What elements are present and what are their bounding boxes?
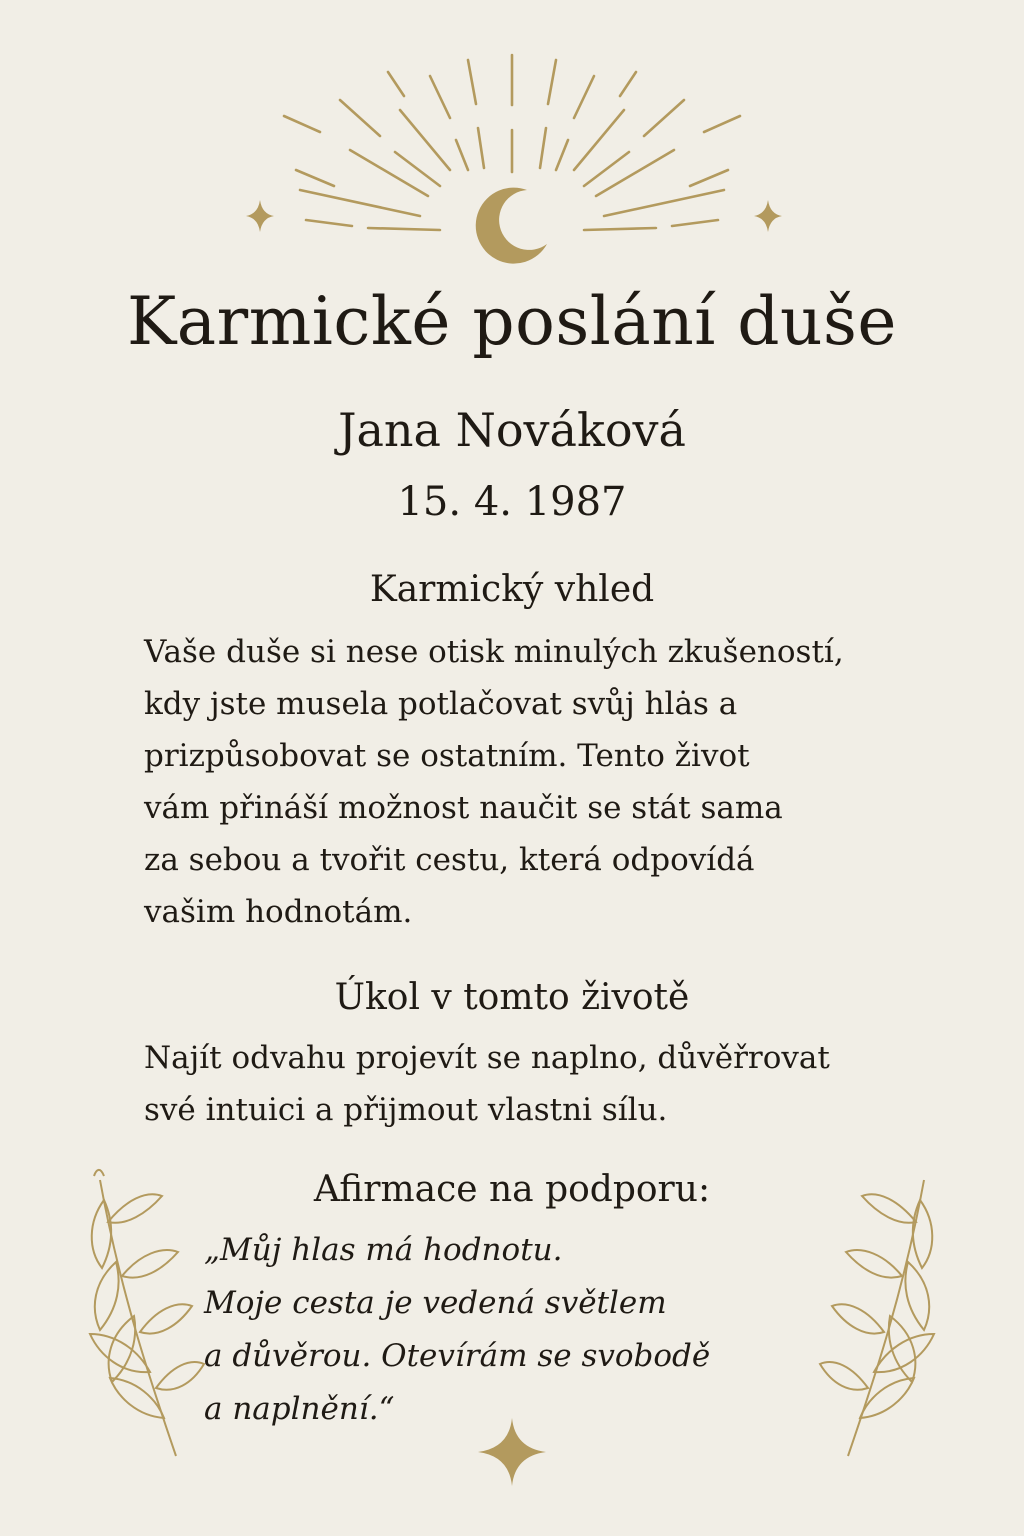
insight-text — [144, 626, 944, 938]
task-line: Najít odvahu projevít se naplno, důvěřrovat — [144, 1040, 830, 1076]
insight-line: vašim hodnotám. — [144, 894, 413, 930]
insight-line: kdy jste musela potlačovat svůj hlȧs a — [144, 686, 738, 722]
page-title: Karmické poslání duše — [127, 283, 897, 360]
insight-heading: Karmický vhled — [369, 569, 655, 610]
insight-line: za sebou a tvořit cestu, která odpovídá — [144, 842, 755, 878]
insight-line: Vaše duše si nese otisk minulých zkušeností, — [144, 634, 844, 670]
affirmation-quote — [204, 1224, 844, 1436]
person-name: Jana Nováková — [338, 403, 686, 457]
affirmation-line: a důvěrou. Otevírám se svobodě — [204, 1338, 711, 1374]
crescent-moon-icon — [476, 188, 547, 264]
sunburst-rays — [284, 55, 740, 230]
affirmation-line: Moje cesta je vedená světlem — [204, 1285, 667, 1321]
insight-line: vám přináší možnost naučit se stát sama — [144, 790, 783, 826]
task-heading: Úkol v tomto životě — [334, 977, 690, 1018]
sparkle-star-icon — [754, 200, 782, 232]
task-text — [144, 1032, 944, 1136]
insight-line: prizpůsobovat se ostatním. Tento život — [144, 738, 750, 774]
affirmation-heading: Afirmace na podporu: — [313, 1169, 711, 1210]
affirmation-line: „Můj hlas má hodnotu. — [204, 1232, 563, 1268]
sparkle-star-icon — [246, 200, 274, 232]
task-line: své intuici a přijmout vlastni sílu. — [144, 1092, 668, 1128]
birth-date: 15. 4. 1987 — [397, 479, 627, 525]
affirmation-line: a naplnění.“ — [204, 1391, 395, 1427]
